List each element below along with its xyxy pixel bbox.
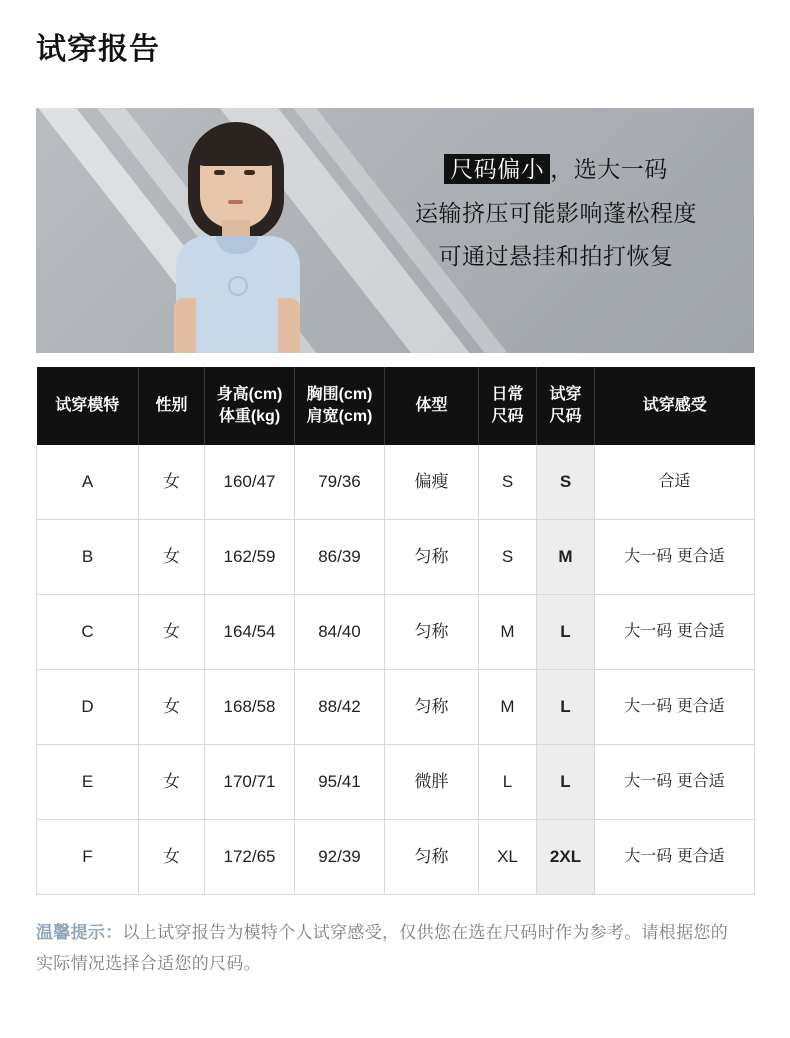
hero-line-1 xyxy=(366,148,746,192)
cell-body-type: 匀称 xyxy=(385,595,479,670)
table-row xyxy=(37,520,755,595)
cell-height-weight: 160/47 xyxy=(205,445,295,520)
hero-text-block xyxy=(366,148,746,279)
cell-gender: 女 xyxy=(139,745,205,820)
cell-height-weight: 168/58 xyxy=(205,670,295,745)
cell-daily-size: S xyxy=(479,520,537,595)
cell-feeling: 大一码 更合适 xyxy=(595,520,755,595)
cell-feeling: 合适 xyxy=(595,445,755,520)
cell-gender: 女 xyxy=(139,595,205,670)
cell-model: F xyxy=(37,820,139,895)
cell-bust-shoulder: 86/39 xyxy=(295,520,385,595)
col-header-daily-size-l2: 尺码 xyxy=(491,408,524,425)
cell-bust-shoulder: 79/36 xyxy=(295,445,385,520)
cell-gender: 女 xyxy=(139,445,205,520)
cell-feeling: 大一码 更合适 xyxy=(595,820,755,895)
table-row xyxy=(37,670,755,745)
cell-try-size: L xyxy=(537,745,595,820)
model-photo xyxy=(136,108,336,353)
cell-daily-size: XL xyxy=(479,820,537,895)
cell-model: C xyxy=(37,595,139,670)
hero-line-2: 运输挤压可能影响蓬松程度 xyxy=(415,199,697,226)
cell-bust-shoulder: 92/39 xyxy=(295,820,385,895)
cell-height-weight: 164/54 xyxy=(205,595,295,670)
table-body xyxy=(37,445,755,895)
cell-daily-size: M xyxy=(479,595,537,670)
table-row xyxy=(37,445,755,520)
hero-line-3: 可通过悬挂和拍打恢复 xyxy=(438,243,674,270)
note-text: 以上试穿报告为模特个人试穿感受，仅供您在选在尺码时作为参考。请根据您的实际情况选择合适您的尺码。 xyxy=(36,923,728,974)
cell-daily-size: S xyxy=(479,445,537,520)
cell-height-weight: 170/71 xyxy=(205,745,295,820)
col-header-daily-size xyxy=(479,367,537,445)
cell-feeling: 大一码 更合适 xyxy=(595,595,755,670)
col-header-try-size-l2: 尺码 xyxy=(549,408,582,425)
cell-try-size: S xyxy=(537,445,595,520)
cell-gender: 女 xyxy=(139,820,205,895)
cell-model: D xyxy=(37,670,139,745)
col-header-bust-shoulder xyxy=(295,367,385,445)
col-header-feeling: 试穿感受 xyxy=(595,367,755,445)
table-header xyxy=(37,367,755,445)
hero-banner xyxy=(36,108,754,353)
cell-gender: 女 xyxy=(139,670,205,745)
shirt-logo-icon xyxy=(228,276,248,296)
table-header-row xyxy=(37,367,755,445)
table-row xyxy=(37,820,755,895)
cell-feeling: 大一码 更合适 xyxy=(595,745,755,820)
table-row xyxy=(37,595,755,670)
note-label: 温馨提示： xyxy=(36,923,123,942)
col-header-height: 身高(cm) xyxy=(216,386,283,404)
col-header-body-type: 体型 xyxy=(385,367,479,445)
col-header-try-size-l1: 试穿 xyxy=(549,386,582,404)
cell-try-size: L xyxy=(537,670,595,745)
model-arm-left xyxy=(174,298,196,353)
col-header-bust: 胸围(cm) xyxy=(306,386,373,404)
col-header-gender: 性别 xyxy=(139,367,205,445)
footer-note xyxy=(36,917,742,980)
cell-height-weight: 172/65 xyxy=(205,820,295,895)
col-header-shoulder: 肩宽(cm) xyxy=(306,408,373,425)
cell-try-size: 2XL xyxy=(537,820,595,895)
page-title: 试穿报告 xyxy=(36,33,160,66)
model-arm-right xyxy=(278,298,300,353)
cell-model: A xyxy=(37,445,139,520)
cell-feeling: 大一码 更合适 xyxy=(595,670,755,745)
col-header-weight: 体重(kg) xyxy=(218,408,281,425)
cell-body-type: 偏瘦 xyxy=(385,445,479,520)
model-mouth xyxy=(228,200,243,204)
cell-model: B xyxy=(37,520,139,595)
col-header-daily-size-l1: 日常 xyxy=(491,386,524,404)
cell-body-type: 匀称 xyxy=(385,670,479,745)
model-eye-right xyxy=(244,170,255,175)
cell-try-size: M xyxy=(537,520,595,595)
cell-try-size: L xyxy=(537,595,595,670)
col-header-height-weight xyxy=(205,367,295,445)
cell-gender: 女 xyxy=(139,520,205,595)
cell-height-weight: 162/59 xyxy=(205,520,295,595)
model-eye-left xyxy=(214,170,225,175)
tryon-report-table xyxy=(36,367,755,895)
cell-model: E xyxy=(37,745,139,820)
cell-body-type: 微胖 xyxy=(385,745,479,820)
col-header-model: 试穿模特 xyxy=(37,367,139,445)
hero-highlight-badge: 尺码偏小 xyxy=(444,154,550,184)
cell-daily-size: L xyxy=(479,745,537,820)
col-header-try-size xyxy=(537,367,595,445)
table-row xyxy=(37,745,755,820)
cell-body-type: 匀称 xyxy=(385,820,479,895)
cell-daily-size: M xyxy=(479,670,537,745)
hero-line-1-rest: ，选大一码 xyxy=(550,156,668,182)
cell-body-type: 匀称 xyxy=(385,520,479,595)
cell-bust-shoulder: 95/41 xyxy=(295,745,385,820)
cell-bust-shoulder: 88/42 xyxy=(295,670,385,745)
cell-bust-shoulder: 84/40 xyxy=(295,595,385,670)
